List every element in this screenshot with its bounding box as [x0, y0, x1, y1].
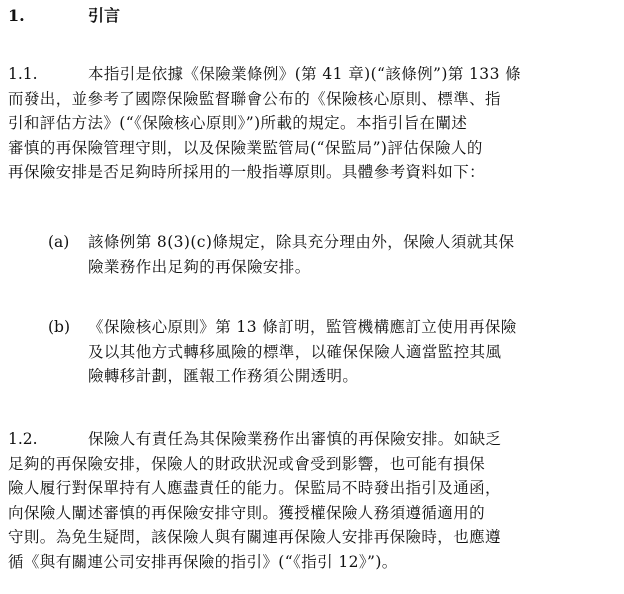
paragraph-line: 向保險人闡述審慎的再保險安排守則。獲授權保險人務須遵循適用的: [8, 503, 486, 522]
section-heading-number: 1.: [8, 6, 25, 25]
list-item-line: [48, 255, 514, 280]
list-item-line: [48, 340, 517, 365]
paragraph-line: 循《與有關連公司安排再保險的指引》(“《指引 12》”)。: [8, 552, 398, 571]
list-item-marker: (b): [48, 318, 71, 336]
section-heading-title: 引言: [88, 6, 121, 25]
list-item-line: [48, 364, 517, 389]
paragraph-line: 而發出，並參考了國際保險監督聯會公布的《保險核心原則、標準、指: [8, 89, 501, 108]
paragraph-text: 保險人有責任為其保險業務作出審慎的再保險安排。如缺乏: [88, 430, 502, 448]
list-item-text: 及以其他方式轉移風險的標準，以確保保險人適當監控其風: [88, 342, 502, 361]
list-item-line: [48, 230, 514, 255]
paragraph-text: 本指引是依據《保險業條例》(第 41 章)(“該條例”)第 133 條: [88, 65, 522, 83]
paragraph-line: 險人履行對保單持有人應盡責任的能力。保監局不時發出指引及通函，: [8, 479, 501, 497]
section-heading: [8, 4, 120, 28]
list-item-line: [48, 315, 517, 340]
list-item-b: [48, 315, 517, 389]
list-item-text: 險業務作出足夠的再保險安排。: [88, 257, 311, 276]
paragraph-line: 足夠的再保險安排，保險人的財政狀況或會受到影響，也可能有損保: [8, 454, 486, 473]
paragraph-line: [8, 62, 521, 87]
list-item-a: [48, 230, 514, 279]
paragraph-number: 1.1.: [8, 65, 38, 83]
paragraph-number: 1.2.: [8, 430, 38, 448]
list-item-marker: (a): [48, 233, 70, 251]
paragraph-line: [8, 427, 501, 452]
paragraph-line: 引和評估方法》(“《保險核心原則》”)所載的規定。本指引旨在闡述: [8, 114, 468, 132]
paragraph-line: 審慎的再保險管理守則，以及保險業監管局(“保監局”)評估保險人的: [8, 138, 483, 157]
list-item-text: 該條例第 8(3)(c)條規定，除具充分理由外，保險人須就其保: [88, 233, 515, 251]
paragraph-1-2: [8, 427, 501, 574]
paragraph-line: 守則。為免生疑問，該保險人與有關連再保險人安排再保險時，也應遵: [8, 528, 501, 546]
list-item-text: 《保險核心原則》第 13 條訂明，監管機構應訂立使用再保險: [88, 318, 517, 336]
paragraph-line: 再保險安排是否足夠時所採用的一般指導原則。具體參考資料如下：: [8, 163, 486, 181]
list-item-text: 險轉移計劃，匯報工作務須公開透明。: [88, 367, 359, 385]
paragraph-1-1: [8, 62, 521, 185]
